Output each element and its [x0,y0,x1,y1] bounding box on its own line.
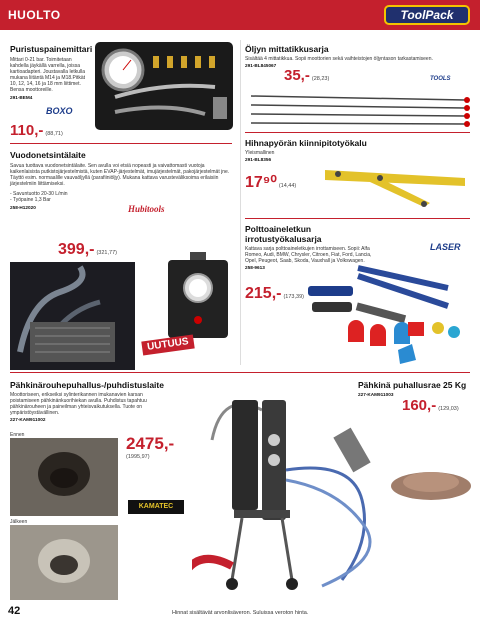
page-number: 42 [8,605,21,617]
divider [245,132,470,133]
product-desc: Mittari 0-21 bar. Toimitetaan kahdella jäykällä varrella, joissa kartioadapteri. Joustavalla letkulla mukana liitäntä M14 ja M18.Pitkät 10, 12, 14, 16 ja 18 mm liittimet. Bensa moottoreille. [10,57,86,94]
product-code: 291-BEM4 [10,94,33,100]
bullet-1: - Savuntuotto 20-30 L/min [10,191,68,198]
price-value: 2475,- [126,434,175,453]
product-code: 227-KAM911002 [10,417,46,423]
price-vat: (88,71) [45,131,63,137]
product-code: 291-BL8356 [245,157,272,163]
divider [245,218,470,219]
price-p4 [245,172,296,192]
price-p7 [402,397,459,414]
price-p5 [245,285,304,303]
product-leak-detector [10,150,235,210]
product-desc: Kattava sarja polttoaineletkujen irrottamiseen. Sopii: Alfa Romeo, Audi, BMW, Chrysler, Citroen, Fiat, Ford, Lancia, Opel, Peugeot, Saab, Skoda, Vauxhall ja Volkswagen. [245,246,372,265]
product-desc: Moottoriseen, erikseiksi sylinterikannen imukanavien karsan poistamiseen pähkinänkuorihiekan avulla. Puhdistus tapahtuu pähkinärouheen ja paineilman yhteisvaikutuksella. Tuote on ympäristöystävällinen. [10,392,147,417]
new-badge: UUTUUS [141,334,194,355]
product-code: 258-H12020 [10,204,36,210]
top-header [0,0,480,30]
price-value: 35,- [284,67,310,84]
price-value: 215,- [245,285,282,302]
hubitools-brand: Hubitools [128,204,165,214]
price-vat: (129,03) [438,406,459,412]
price-vat: (173,39) [283,294,304,300]
blaster-machine-image [192,380,402,600]
product-title: Pähkinärouhepuhallus-/puhdistuslaite [10,380,164,390]
fuel-tools-image [298,258,470,366]
price-p2 [58,241,117,259]
price-value: 399,- [58,241,95,258]
smoke-engine-image [10,262,135,370]
price-p3 [284,67,329,84]
tools-brand: TOOLS [430,76,451,82]
product-walnut-grit [358,380,473,397]
toolpack-logo: ToolPack [384,5,470,25]
kamatec-brand: KAMATEC [128,500,184,514]
price-p1 [10,122,63,139]
product-code: 291-BL845067 [245,63,277,69]
product-walnut-blaster [10,380,170,422]
section-title: HUOLTO [8,8,61,22]
product-desc: Savua tuottava vuodonetsintälaite. Sen avulla voi etsiä nopeasti ja vaivattomasti vuotoja kaikenlaisista putkistojärjestelmistä, kuten EVAP-järjestelmät, imujärjestelmät, pakojärjestelmät jne. Täyttö esim. normaalille vauvaöljyllä (parafiiniöljy). Mukana kattava varusteväliksoima erilaisiin järjestelmiin liittämiseksi. [10,163,230,188]
price-vat: (321,77) [96,250,117,256]
column-divider [240,40,241,365]
product-title: Vuodonetsintälaite [10,150,86,160]
price-vat: (1995,97) [126,454,150,460]
grit-pile-image [390,458,472,502]
price-value: 110,- [10,122,44,139]
smoke-machine-image [160,250,235,342]
pulley-tool-image [320,158,470,208]
product-code: 258-9613 [245,265,265,271]
product-dipstick-set [245,44,470,68]
product-desc: Yleismallinen [245,150,275,156]
product-title: Hihnapyörän kiinnipitotyökalu [245,138,367,148]
price-vat: (28,23) [311,76,330,82]
laser-brand: LASER [430,242,461,252]
divider [10,143,232,144]
product-title: Öljyn mittatikkusarja [245,44,329,54]
boxo-brand: BOXO [46,106,73,116]
before-image [10,438,118,516]
footer-note: Hinnat sisältävät arvonlisäveron. Suluissa veroton hinta. [172,610,309,616]
dipsticks-image [245,90,473,128]
divider [10,372,470,373]
product-title: Puristuspainemittari [10,44,93,54]
bullet-2: - Työpaine 1,3 Bar [10,197,51,204]
gauge-kit-image [95,42,233,130]
product-title: Polttoaineletkun irrotustyökalusarja [245,224,322,244]
product-desc: Sisältää 4 mittatikkua. Sopii moottorien sekä vaihteistojen öljyntason tarkastamiseen. [245,56,433,62]
product-title: Pähkinä puhallusrae 25 Kg [358,380,467,390]
product-code: 227-KAM911003 [358,392,394,397]
price-p6 [126,434,174,454]
price-value: 17⁹⁰ [245,174,277,191]
price-value: 160,- [402,397,437,414]
before-label: Ennen [10,432,25,438]
after-label: Jälkeen [10,519,28,525]
price-vat: (14,44) [278,183,297,189]
after-image [10,525,118,600]
